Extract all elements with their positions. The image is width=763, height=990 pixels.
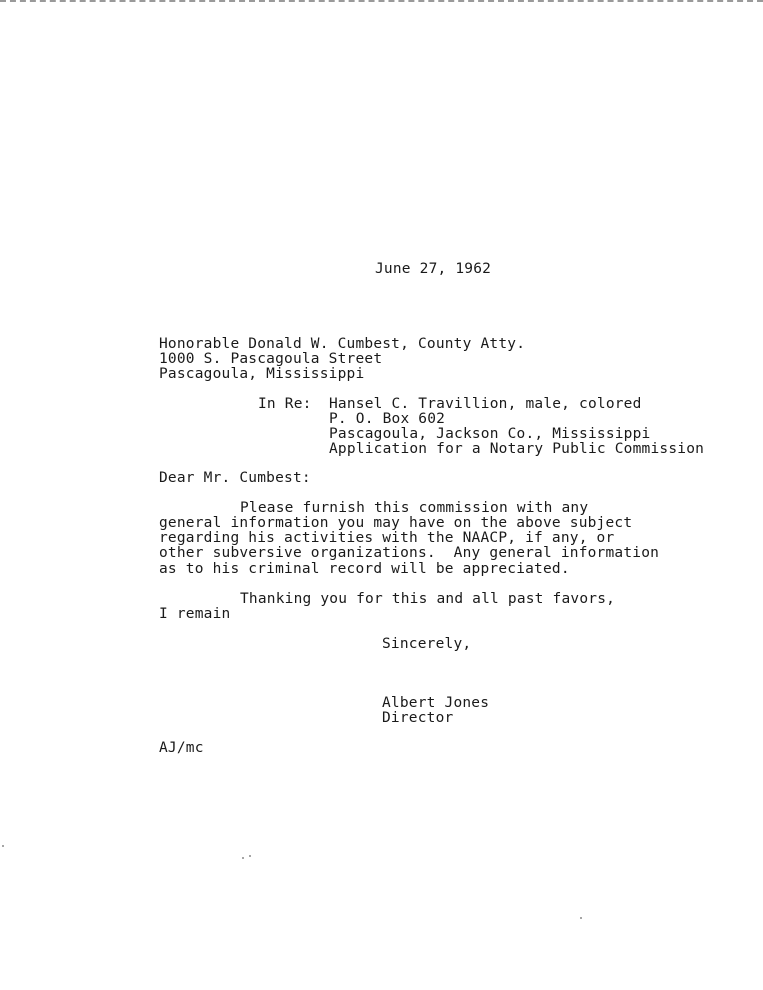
- top-border: [0, 0, 763, 3]
- scan-speck: [249, 855, 251, 857]
- closing: Sincerely,: [382, 636, 472, 652]
- body-paragraph-2-line-1: Thanking you for this and all past favors,: [240, 591, 616, 607]
- scan-speck: [580, 917, 582, 919]
- typist-initials: AJ/mc: [159, 740, 204, 756]
- re-line-4: Application for a Notary Public Commission: [329, 441, 705, 457]
- re-line-1: Hansel C. Travillion, male, colored: [329, 396, 642, 412]
- body-paragraph-2-line-2: I remain: [159, 606, 231, 622]
- body-paragraph-1-line-1: Please furnish this commission with any: [240, 500, 589, 516]
- re-line-2: P. O. Box 602: [329, 411, 446, 427]
- addressee-line-3: Pascagoula, Mississippi: [159, 366, 365, 382]
- re-line-3: Pascagoula, Jackson Co., Mississippi: [329, 426, 651, 442]
- body-paragraph-1-line-5: as to his criminal record will be appreciated.: [159, 561, 570, 577]
- signature-name: Albert Jones: [382, 695, 490, 711]
- body-paragraph-1-line-4: other subversive organizations. Any general information: [159, 545, 660, 561]
- addressee-line-1: Honorable Donald W. Cumbest, County Atty.: [159, 336, 526, 352]
- letter-date: June 27, 1962: [375, 261, 492, 277]
- scan-speck: [2, 845, 4, 847]
- body-paragraph-1-line-3: regarding his activities with the NAACP, if any, or: [159, 530, 615, 546]
- re-label: In Re:: [258, 396, 312, 412]
- salutation: Dear Mr. Cumbest:: [159, 470, 311, 486]
- signature-title: Director: [382, 710, 454, 726]
- body-paragraph-1-line-2: general information you may have on the above subject: [159, 515, 633, 531]
- scan-speck: [242, 857, 244, 859]
- addressee-line-2: 1000 S. Pascagoula Street: [159, 351, 383, 367]
